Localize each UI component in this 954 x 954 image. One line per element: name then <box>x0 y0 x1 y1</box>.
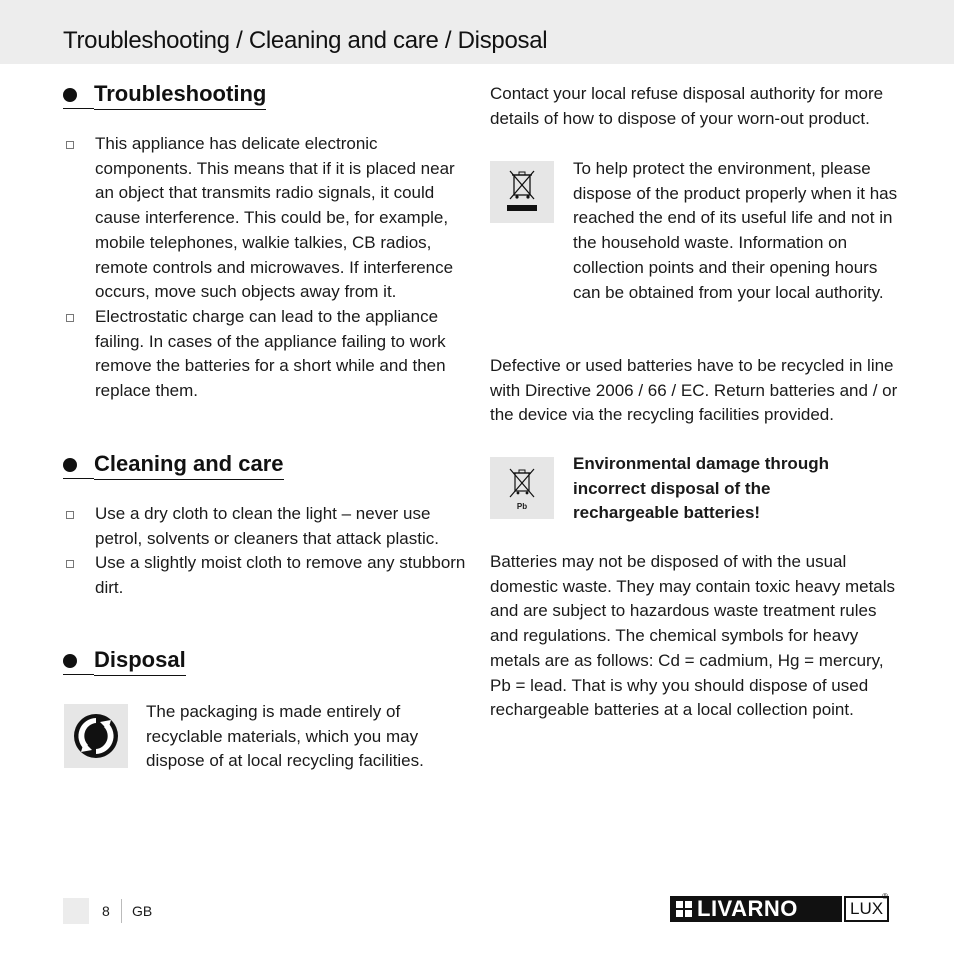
heading-underline <box>63 674 94 675</box>
brand-sub <box>844 892 889 922</box>
brand-logo <box>670 892 889 922</box>
recycling-icon-box <box>64 704 128 768</box>
list-item: This appliance has delicate electronic components. This means that if it is placed near an object that transmits radio signals, it could cause interference. This could be, for example, mobile telephones, walkie talkies, CB radios, remote controls and microwaves. If interference occurs, move such objects away from it. <box>63 132 468 305</box>
list-item: Use a dry cloth to clean the light – never use petrol, solvents or cleaners that attack plastic. <box>63 502 468 551</box>
page-header <box>0 0 954 64</box>
cleaning-title: Cleaning and care <box>94 450 284 480</box>
logo-squares-icon <box>676 901 692 917</box>
troubleshooting-heading <box>63 80 266 110</box>
section-bullet-icon <box>63 88 77 102</box>
footer-divider <box>121 899 122 923</box>
warning-text: Environmental damage through incorrect disposal of the rechargeable batteries! <box>573 454 829 523</box>
page-title: Troubleshooting / Cleaning and care / Disposal <box>63 27 548 54</box>
cleaning-heading <box>63 450 284 480</box>
brand-name: LIVARNO <box>697 896 798 921</box>
batteries-directive-text: Defective or used batteries have to be recycled in line with Directive 2006 / 66 / EC. Return batteries and / or the device via the recycling facilities provided. <box>490 356 898 425</box>
list-item: Electrostatic charge can lead to the appliance failing. In cases of the appliance failing to work remove the batteries for a short while and then replace them. <box>63 305 468 404</box>
page-number: 8 <box>102 903 110 919</box>
heavy-metals-text: Batteries may not be disposed of with the usual domestic waste. They may contain toxic heavy metals and are subject to hazardous waste treatment rules and regulations. The chemical symbols for heavy metals are as follows: Cd = cadmium, Hg = mercury, Pb = lead. That is why you should dispose of used rechargeable batteries at a local collection point. <box>490 552 896 720</box>
checkbox-bullet-icon <box>66 560 74 568</box>
section-bullet-icon <box>63 458 77 472</box>
disposal-title: Disposal <box>94 646 186 676</box>
crossed-out-battery-bin-icon <box>505 466 539 506</box>
heading-underline <box>63 478 94 479</box>
green-dot-recycling-icon <box>72 712 120 760</box>
checkbox-bullet-icon <box>66 314 74 322</box>
pb-label: Pb <box>516 501 528 511</box>
weee-icon-box <box>490 161 554 223</box>
checkbox-bullet-icon <box>66 141 74 149</box>
contact-text: Contact your local refuse disposal authority for more details of how to dispose of your worn-out product. <box>490 84 884 128</box>
disposal-heading <box>63 646 186 676</box>
troubleshooting-list <box>63 132 468 404</box>
troubleshooting-title: Troubleshooting <box>94 80 266 110</box>
heading-underline <box>63 108 94 109</box>
list-item: Use a slightly moist cloth to remove any stubborn dirt. <box>63 551 468 600</box>
environment-text: To help protect the environment, please dispose of the product properly when it has reached the end of its useful life and not in the household waste. Information on collection points and their opening hours can be obtained from your local authority. <box>573 159 898 302</box>
battery-weee-icon-box <box>490 457 554 519</box>
footer-marker <box>63 898 89 924</box>
section-bullet-icon <box>63 654 77 668</box>
brand-sub-text: LUX <box>850 899 884 918</box>
crossed-out-bin-icon <box>502 167 542 217</box>
checkbox-bullet-icon <box>66 511 74 519</box>
registered-mark: ® <box>882 892 889 901</box>
brand-logo-main <box>670 896 842 922</box>
cleaning-list <box>63 502 468 601</box>
language-code: GB <box>132 903 153 919</box>
packaging-text: The packaging is made entirely of recyclable materials, which you may dispose of at local recycling facilities. <box>146 702 424 771</box>
